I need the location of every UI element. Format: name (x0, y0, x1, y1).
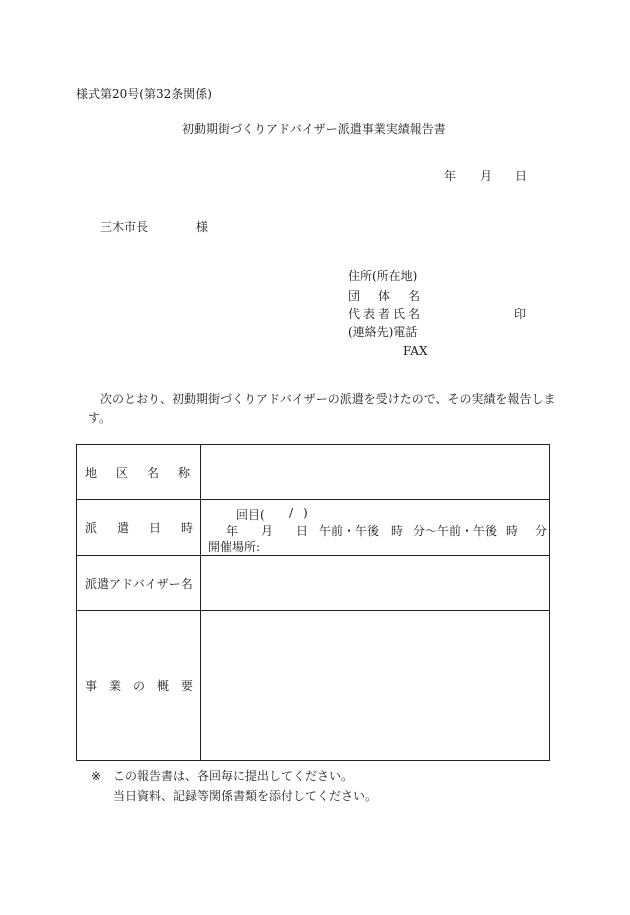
applicant-org-char: 体 (378, 289, 391, 303)
dt-ampm-start: 午前・午後 (319, 523, 380, 538)
datetime-label-char: 時 (180, 521, 193, 535)
dt-year: 年 (226, 523, 239, 538)
applicant-phone-label: (連絡先)電話 (348, 325, 418, 339)
applicant-org-char: 名 (408, 289, 421, 303)
session-slash: / (289, 505, 294, 520)
addressee-name: 三木市長 (100, 220, 149, 234)
table-row-district (77, 445, 550, 500)
applicant-org-char: 団 (348, 289, 361, 303)
summary-label-char: 事 (85, 679, 98, 693)
table-row-advisor (77, 556, 550, 611)
datetime-value-cell[interactable] (201, 500, 550, 556)
datetime-count-line (201, 504, 549, 520)
body-text-line: 次のとおり、初動期街づくりアドバイザーの派遣を受けたので、その実績を報告しま (100, 392, 556, 406)
datetime-label-cell (77, 500, 201, 556)
dt-hour-end: 時 (506, 523, 519, 538)
district-label-char: 名 (146, 465, 159, 480)
summary-value-cell[interactable] (201, 611, 550, 761)
datetime-label-char: 遣 (116, 521, 129, 535)
document-title: 初動期街づくりアドバイザー派遣事業実績報告書 (182, 122, 446, 136)
seal-mark: 印 (514, 307, 527, 321)
note-mark: ※ (91, 769, 102, 783)
applicant-address-label: 住所(所在地) (348, 269, 418, 283)
session-count: 回目( (236, 507, 265, 522)
table-row-summary (77, 611, 550, 761)
dt-hour-start: 時 (391, 523, 404, 538)
datetime-label-char: 派 (85, 521, 98, 535)
applicant-fax-label: FAX (403, 344, 428, 358)
applicant-rep-char: 名 (408, 307, 421, 321)
dt-min-end: 分 (535, 523, 548, 538)
form-number: 様式第20号(第32条関係) (76, 87, 212, 101)
district-label-char: 地 (85, 465, 98, 480)
table-row-datetime (77, 500, 550, 556)
summary-label-char: 業 (108, 679, 121, 693)
advisor-label: 派遣アドバイザー名 (85, 576, 193, 591)
datetime-time-line (201, 520, 549, 536)
summary-label-char: の (132, 679, 145, 693)
summary-label-cell (77, 611, 201, 761)
district-label-char: 区 (115, 465, 128, 480)
dt-min-start: 分〜午前・午後 (413, 523, 498, 538)
advisor-label-cell (77, 556, 201, 611)
district-label-cell (77, 445, 201, 500)
district-value-cell[interactable] (201, 445, 550, 500)
date-month: 月 (480, 169, 493, 183)
dt-month: 月 (261, 523, 274, 538)
venue-label: 開催場所: (208, 539, 261, 554)
advisor-value-cell[interactable] (201, 556, 550, 611)
body-text-line: す。 (88, 411, 112, 425)
applicant-rep-char: 者 (378, 307, 391, 321)
date-year: 年 (444, 169, 457, 183)
applicant-rep-char: 代 (348, 307, 361, 321)
summary-label-char: 要 (180, 679, 193, 693)
note-line: 当日資料、記録等関係書類を添付してください。 (113, 789, 378, 803)
addressee-honorific: 様 (196, 220, 209, 234)
note-line: この報告書は、各回毎に提出してください。 (113, 769, 354, 783)
datetime-label-char: 日 (148, 521, 161, 535)
datetime-venue-line (201, 536, 549, 552)
applicant-rep-char: 氏 (393, 307, 406, 321)
district-label-char: 称 (177, 465, 190, 480)
date-day: 日 (515, 169, 528, 183)
dt-day: 日 (296, 523, 309, 538)
session-close: ) (303, 505, 308, 520)
report-table (76, 444, 550, 761)
applicant-rep-char: 表 (363, 307, 376, 321)
summary-label-char: 概 (156, 679, 169, 693)
